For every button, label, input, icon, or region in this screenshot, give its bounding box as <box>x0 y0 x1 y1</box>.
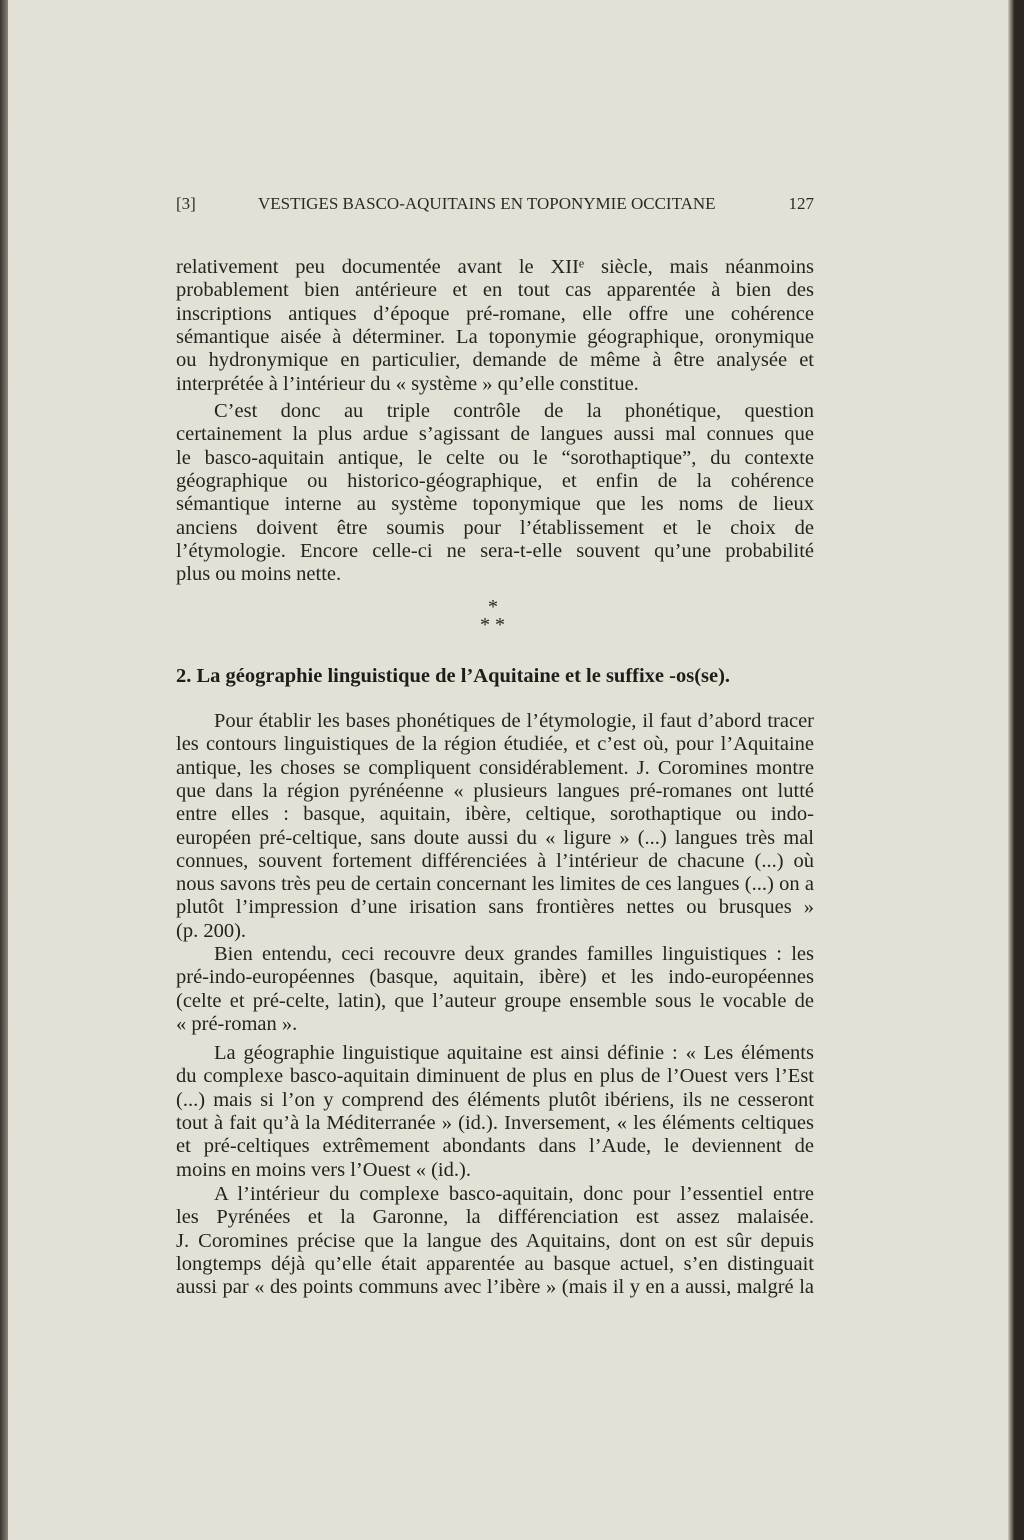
asterism-bottom: * * <box>480 614 505 636</box>
text-line: connues, souvent fortement différenciées à l’intérieur de chacune (...) où <box>176 849 814 872</box>
text-line: moins en moins vers l’Ouest « (id.). <box>176 1158 471 1181</box>
text-line: probablement bien antérieure et en tout cas apparentée à bien des <box>176 279 814 302</box>
asterism-top: * <box>488 596 498 618</box>
page-edge-shadow <box>1008 0 1024 1540</box>
text-line: ou hydronymique en particulier, demande de même à être analysée et <box>176 349 814 372</box>
text-line: nous savons très peu de certain concernant les limites de ces langues (...) on a <box>176 873 814 896</box>
text-line: inscriptions antiques d’époque pré-romane, elle offre une cohérence <box>176 302 814 325</box>
text-line: l’étymologie. Encore celle-ci ne sera-t-elle souvent qu’une probabilité <box>176 539 814 562</box>
text-line: entre elles : basque, aquitain, ibère, celtique, sorothaptique ou indo- <box>176 803 814 826</box>
text-line: « pré-roman ». <box>176 1012 298 1035</box>
text-line: le basco-aquitain antique, le celte ou le “sorothaptique”, du contexte <box>176 446 814 469</box>
text-line: plus ou moins nette. <box>176 563 342 586</box>
text-line: anciens doivent être soumis pour l’établissement et le choix de <box>176 516 814 539</box>
section-heading: 2. La géographie linguistique de l’Aquitaine et le suffixe -os(se). <box>176 665 731 687</box>
section-number: [3] <box>176 194 196 213</box>
text-line: relativement peu documentée avant le XIIᵉ siècle, mais néanmoins <box>176 256 814 278</box>
text-line: du complexe basco-aquitain diminuent de plus en plus de l’Ouest vers l’Est <box>176 1065 814 1088</box>
text-line: longtemps déjà qu’elle était apparentée au basque actuel, s’en distinguait <box>176 1252 814 1275</box>
text-line: plutôt l’impression d’une irisation sans frontières nettes ou brusques » <box>176 896 814 919</box>
text-line: interprétée à l’intérieur du « système » qu’elle constitue. <box>176 372 639 395</box>
book-spine-shadow <box>0 0 8 1540</box>
text-line: (p. 200). <box>176 919 247 942</box>
text-line: géographique ou historico-géographique, et enfin de la cohérence <box>176 469 814 492</box>
text-line: antique, les choses se compliquent considérablement. J. Coromines montre <box>176 756 814 779</box>
text-line: sémantique aisée à déterminer. La toponymie géographique, oronymique <box>176 325 814 348</box>
text-line: que dans la région pyrénéenne « plusieurs langues pré-romanes ont lutté <box>176 779 814 802</box>
text-line: les Pyrénées et la Garonne, la différenciation est assez malaisée. <box>176 1206 814 1229</box>
text-line: (celte et pré-celte, latin), que l’auteur groupe ensemble sous le vocable de <box>176 989 814 1012</box>
text-line: Bien entendu, ceci recouvre deux grandes familles linguistiques : les <box>214 943 814 965</box>
text-line: et pré-celtiques extrêmement abondants dans l’Aude, le deviennent de <box>176 1135 814 1158</box>
text-line: pré-indo-européennes (basque, aquitain, ibère) et les indo-européennes <box>176 966 814 989</box>
page-number: 127 <box>788 194 814 213</box>
running-title: VESTIGES BASCO-AQUITAINS EN TOPONYMIE OCCITANE <box>258 194 716 213</box>
text-line: sémantique interne au système toponymique que les noms de lieux <box>176 493 814 516</box>
text-line: aussi par « des points communs avec l’ibère » (mais il y en a aussi, malgré la <box>176 1276 814 1299</box>
text-line: C’est donc au triple contrôle de la phonétique, question <box>214 400 814 422</box>
text-line: tout à fait qu’à la Méditerranée » (id.). Inversement, « les éléments celtiques <box>176 1111 814 1134</box>
text-line: européen pré-celtique, sans doute aussi du « ligure » (...) langues très mal <box>176 826 814 849</box>
text-line: A l’intérieur du complexe basco-aquitain, donc pour l’essentiel entre <box>214 1183 814 1205</box>
text-line: (...) mais si l’on y comprend des éléments plutôt ibériens, ils ne cesseront <box>176 1088 814 1111</box>
text-line: les contours linguistiques de la région étudiée, et c’est où, pour l’Aquitaine <box>176 733 814 756</box>
text-line: La géographie linguistique aquitaine est ainsi définie : « Les éléments <box>214 1042 814 1064</box>
text-line: Pour établir les bases phonétiques de l’étymologie, il faut d’abord tracer <box>214 710 814 732</box>
running-header <box>176 194 814 216</box>
text-line: certainement la plus ardue s’agissant de langues aussi mal connues que <box>176 423 814 446</box>
text-line: J. Coromines précise que la langue des Aquitains, dont on est sûr depuis <box>176 1229 814 1252</box>
